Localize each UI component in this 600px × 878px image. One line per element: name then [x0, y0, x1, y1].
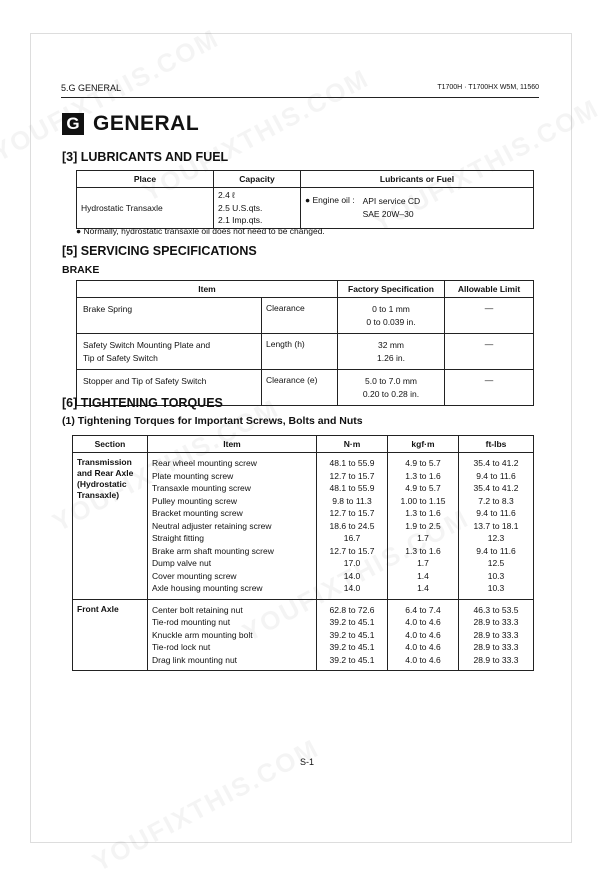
place-cell: Hydrostatic Transaxle	[77, 188, 214, 229]
torque-kgf-value: 1.9 to 2.5	[405, 520, 441, 531]
torque-ft-value: 7.2 to 8.3	[478, 495, 514, 506]
col-place: Place	[77, 171, 214, 188]
torque-nm-value: 62.8 to 72.6	[329, 604, 375, 615]
item-line: Safety Switch Mounting Plate and	[83, 340, 211, 350]
capacity-liters: 2.4 ℓ	[218, 190, 235, 200]
torque-kgf-value: 4.0 to 4.6	[405, 617, 441, 627]
torque-item-value: Center bolt retaining nut	[152, 604, 243, 615]
torque-ft-value: 46.3 to 53.5	[473, 604, 519, 615]
torque-ft-value: 28.9 to 33.3	[473, 617, 519, 627]
servicing-param: Clearance (e)	[262, 370, 338, 406]
torque-ft-value: 35.4 to 41.2	[473, 458, 519, 468]
torque-nm-value: 39.2 to 45.1	[329, 629, 375, 640]
servicing-row	[77, 298, 534, 334]
torque-ft	[459, 453, 534, 600]
torque-nm-value: 12.7 to 15.7	[329, 545, 375, 556]
torques-heading: [6] TIGHTENING TORQUES	[62, 396, 223, 410]
servicing-limit: —	[445, 334, 534, 370]
spec-line: 5.0 to 7.0 mm	[365, 376, 417, 386]
torque-item	[148, 453, 317, 600]
torque-nm-value: 48.1 to 55.9	[329, 483, 375, 493]
torque-kgf	[388, 599, 459, 671]
col-section: Section	[73, 436, 148, 453]
item-line: Stopper and Tip of Safety Switch	[83, 376, 207, 386]
torque-nm-value: 16.7	[343, 533, 361, 543]
torque-kgf-value: 1.3 to 1.6	[405, 470, 441, 481]
torque-nm-value: 48.1 to 55.9	[329, 458, 375, 468]
torque-nm-value: 39.2 to 45.1	[329, 642, 375, 652]
torque-kgf-value: 4.0 to 4.6	[405, 654, 441, 665]
capacity-us: 2.5 U.S.qts.	[218, 202, 263, 213]
torque-group	[73, 453, 534, 600]
servicing-limit: —	[445, 370, 534, 406]
torque-kgf-value: 1.00 to 1.15	[400, 495, 446, 506]
lubricants-note: ● Normally, hydrostatic transaxle oil does not need to be changed.	[76, 226, 325, 236]
brake-subheading: BRAKE	[62, 264, 100, 276]
spec-line: 0.20 to 0.28 in.	[362, 388, 420, 399]
torque-section	[73, 599, 148, 671]
torque-nm	[317, 599, 388, 671]
section-line: and Rear Axle	[77, 468, 134, 478]
page-number: S-1	[300, 757, 315, 767]
torques-table	[72, 435, 534, 671]
torque-nm-value: 14.0	[343, 583, 361, 593]
torque-item-value: Tie-rod mounting nut	[152, 617, 231, 627]
lubricant-cell	[301, 188, 534, 229]
col-allowable-limit: Allowable Limit	[445, 281, 534, 298]
torque-ft-value: 9.4 to 11.6	[476, 470, 516, 481]
torque-item-value: Axle housing mounting screw	[152, 583, 263, 593]
servicing-row	[77, 334, 534, 370]
torque-item-value: Neutral adjuster retaining screw	[152, 520, 272, 531]
servicing-item	[77, 298, 262, 334]
torque-ft-value: 10.3	[487, 570, 505, 581]
section-badge: G	[62, 113, 84, 135]
torque-kgf-value: 1.7	[417, 558, 429, 568]
torque-item-value: Bracket mounting screw	[152, 508, 243, 518]
torque-ft-value: 28.9 to 33.3	[473, 642, 519, 652]
torque-item-value: Drag link mounting nut	[152, 654, 238, 665]
header-model: T1700H · T1700HX W5M, 11560	[437, 84, 539, 91]
torque-nm-value: 14.0	[343, 570, 361, 581]
torque-ft-value: 9.4 to 11.6	[476, 545, 516, 556]
torque-item	[148, 599, 317, 671]
col-kgfm: kgf·m	[388, 436, 459, 453]
capacity-imp: 2.1 Imp.qts.	[218, 215, 263, 225]
torque-kgf-value: 6.4 to 7.4	[405, 604, 441, 615]
torque-nm-value: 39.2 to 45.1	[329, 617, 375, 627]
header-section: 5.G GENERAL	[61, 83, 122, 93]
torque-nm-value: 12.7 to 15.7	[329, 508, 375, 518]
torque-item-value: Brake arm shaft mounting screw	[152, 545, 274, 556]
torque-item-value: Plate mounting screw	[152, 470, 234, 481]
col-lubricants: Lubricants or Fuel	[301, 171, 534, 188]
col-item: Item	[77, 281, 338, 298]
col-torque-item: Item	[148, 436, 317, 453]
lubricant-service: API service CD	[362, 196, 421, 207]
col-nm: N·m	[317, 436, 388, 453]
lubricants-heading: [3] LUBRICANTS AND FUEL	[62, 150, 229, 164]
servicing-param: Length (h)	[262, 334, 338, 370]
section-line: Transaxle)	[77, 490, 120, 500]
torque-kgf-value: 4.9 to 5.7	[405, 458, 441, 468]
col-capacity: Capacity	[214, 171, 301, 188]
torque-ft-value: 12.3	[487, 533, 505, 543]
servicing-param: Clearance	[262, 298, 338, 334]
section-line: Transmission	[77, 457, 132, 467]
torque-item-value: Rear wheel mounting screw	[152, 458, 257, 468]
spec-line: 1.26 in.	[377, 352, 405, 363]
torque-item-value: Dump valve nut	[152, 558, 212, 568]
torque-kgf	[388, 453, 459, 600]
torque-kgf-value: 1.4	[417, 583, 429, 593]
capacity-cell	[214, 188, 301, 229]
torques-subheading: (1) Tightening Torques for Important Screws, Bolts and Nuts	[62, 415, 363, 427]
spec-line: 0 to 1 mm	[372, 304, 410, 314]
torque-section	[73, 453, 148, 600]
torque-kgf-value: 4.0 to 4.6	[405, 629, 441, 640]
torque-item-value: Pulley mounting screw	[152, 495, 238, 506]
torque-nm-value: 12.7 to 15.7	[329, 470, 375, 481]
torque-item-value: Transaxle mounting screw	[152, 483, 251, 493]
section-line: (Hydrostatic	[77, 479, 127, 489]
torque-kgf-value: 4.0 to 4.6	[405, 642, 441, 652]
torque-nm-value: 17.0	[343, 558, 361, 568]
item-line: Brake Spring	[83, 304, 133, 314]
torque-ft-value: 35.4 to 41.2	[473, 483, 519, 493]
lubricants-table	[76, 170, 534, 229]
torque-nm-value: 18.6 to 24.5	[329, 520, 375, 531]
page-title: GENERAL	[93, 112, 200, 135]
servicing-heading: [5] SERVICING SPECIFICATIONS	[62, 244, 257, 258]
torque-ft-value: 28.9 to 33.3	[473, 654, 519, 665]
page-header	[61, 83, 539, 98]
torque-ft-value: 28.9 to 33.3	[473, 629, 519, 640]
torque-nm-value: 39.2 to 45.1	[329, 654, 375, 665]
servicing-limit: —	[445, 298, 534, 334]
torque-nm-value: 9.8 to 11.3	[332, 495, 372, 506]
torque-item-value: Cover mounting screw	[152, 570, 237, 581]
title-row	[62, 112, 199, 136]
lubricant-label: ● Engine oil :	[305, 195, 355, 206]
torque-ft-value: 9.4 to 11.6	[476, 508, 516, 518]
torque-kgf-value: 1.3 to 1.6	[405, 508, 441, 518]
torque-ft-value: 13.7 to 18.1	[473, 520, 519, 531]
spec-line: 32 mm	[378, 340, 404, 350]
servicing-table	[76, 280, 534, 406]
torque-kgf-value: 4.9 to 5.7	[405, 483, 441, 493]
item-line: Tip of Safety Switch	[83, 352, 158, 363]
torque-group	[73, 599, 534, 671]
torque-kgf-value: 1.3 to 1.6	[405, 545, 441, 556]
torque-item-value: Knuckle arm mounting bolt	[152, 629, 253, 640]
torque-ft-value: 10.3	[487, 583, 505, 593]
torque-kgf-value: 1.4	[417, 570, 429, 581]
col-factory-spec: Factory Specification	[338, 281, 445, 298]
servicing-item	[77, 334, 262, 370]
servicing-spec	[338, 334, 445, 370]
col-ftlbs: ft-lbs	[459, 436, 534, 453]
torque-nm	[317, 453, 388, 600]
torque-ft	[459, 599, 534, 671]
section-line: Front Axle	[77, 603, 119, 614]
spec-line: 0 to 0.039 in.	[366, 316, 416, 327]
torque-kgf-value: 1.7	[417, 533, 429, 543]
torque-ft-value: 12.5	[487, 558, 505, 568]
servicing-spec	[338, 298, 445, 334]
torque-item-value: Straight fitting	[152, 533, 204, 543]
servicing-spec	[338, 370, 445, 406]
lubricant-grade: SAE 20W–30	[362, 208, 414, 219]
torque-item-value: Tie-rod lock nut	[152, 642, 211, 652]
